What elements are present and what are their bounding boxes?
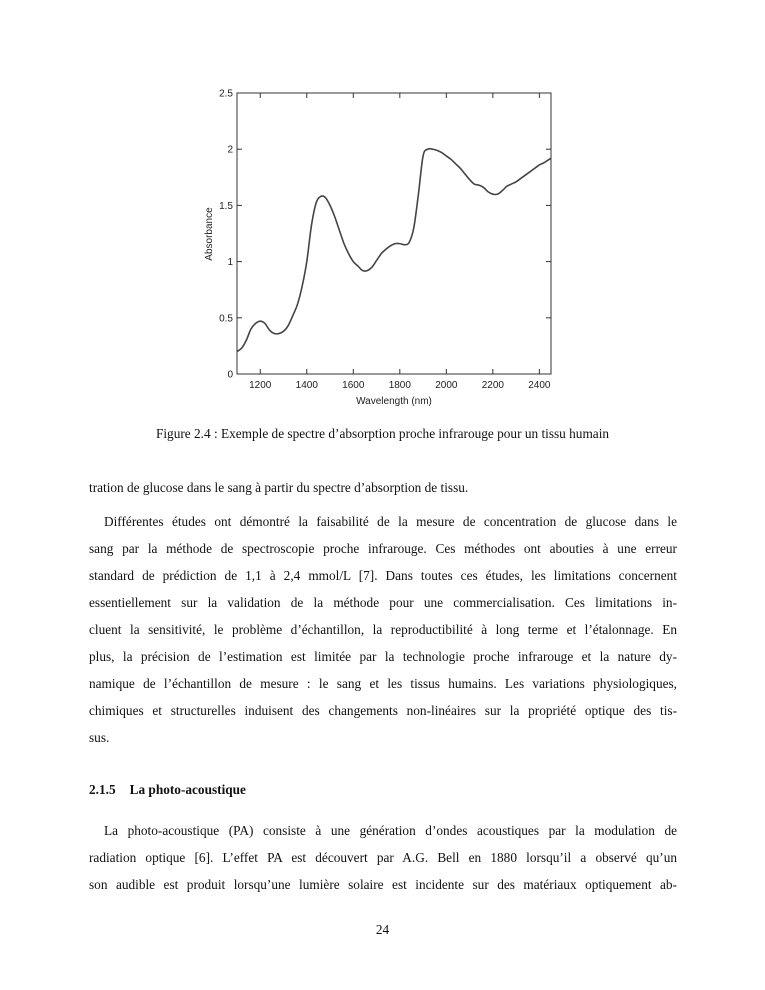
y-tick-label: 0.5 xyxy=(219,313,233,325)
x-tick-label: 1200 xyxy=(249,380,272,391)
x-axis-label: Wavelength (nm) xyxy=(356,396,432,407)
section-title: La photo-acoustique xyxy=(129,782,246,797)
text-line: namique de l’échantillon de mesure : le sang et les tissus humains. Les variations physiologiques, xyxy=(89,676,677,691)
text-line: standard de prédiction de 1,1 à 2,4 mmol/L [7]. Dans toutes ces études, les limitations concernent xyxy=(89,568,677,583)
body-continuation xyxy=(89,474,677,501)
y-tick-label: 2 xyxy=(227,144,233,156)
section-number: 2.1.5 xyxy=(89,782,116,797)
y-axis xyxy=(219,89,551,381)
absorbance-chart xyxy=(196,84,568,410)
x-tick-label: 1600 xyxy=(342,380,365,391)
text-line: sus. xyxy=(89,730,110,745)
text-line: radiation optique [6]. L’effet PA est découvert par A.G. Bell en 1880 lorsqu’il a observé qu’un xyxy=(89,850,677,865)
absorbance-series-line xyxy=(237,149,551,352)
x-tick-label: 2200 xyxy=(481,380,504,391)
text-line: plus, la précision de l’estimation est limitée par la technologie proche infrarouge et la nature dy- xyxy=(89,649,677,664)
y-tick-label: 1 xyxy=(227,257,233,269)
figure-caption: Figure 2.4 : Exemple de spectre d’absorption proche infrarouge pour un tissu humain xyxy=(155,426,610,441)
y-axis-label: Absorbance xyxy=(204,207,215,261)
x-tick-label: 1400 xyxy=(295,380,318,391)
text-line: La photo-acoustique (PA) consiste à une génération d’ondes acoustiques par la modulation de xyxy=(104,823,677,838)
y-tick-label: 2.5 xyxy=(219,88,233,100)
continuation-paragraph: tration de glucose dans le sang à partir du spectre d’absorption de tissu. xyxy=(89,480,469,495)
y-tick-label: 0 xyxy=(227,369,233,381)
text-line: cluent la sensitivité, le problème d’échantillon, la reproductibilité à long terme et l’étalonnage. En xyxy=(89,622,677,637)
text-line: Différentes études ont démontré la faisabilité de la mesure de concentration de glucose dans le xyxy=(104,514,677,529)
text-line: son audible est produit lorsqu’une lumière solaire est incidente sur des matériaux optiquement ab- xyxy=(89,877,677,892)
y-tick-label: 1.5 xyxy=(219,200,233,212)
x-tick-label: 2400 xyxy=(528,380,551,391)
section-heading xyxy=(89,778,246,802)
x-axis xyxy=(249,93,551,391)
text-line: essentiellement sur la validation de la méthode pour une commercialisation. Ces limitations in- xyxy=(89,595,677,610)
page-number: 24 xyxy=(375,922,390,937)
paragraph-nir-studies xyxy=(89,508,677,751)
plot-frame xyxy=(237,93,551,374)
text-line: sang par la méthode de spectroscopie proche infrarouge. Ces méthodes ont abouties à une erreur xyxy=(89,541,677,556)
paragraph-photo-acoustic xyxy=(89,817,677,898)
x-tick-label: 2000 xyxy=(435,380,458,391)
text-line: chimiques et structurelles induisent des changements non-linéaires sur la propriété optique des tis- xyxy=(89,703,677,718)
x-tick-label: 1800 xyxy=(388,380,411,391)
